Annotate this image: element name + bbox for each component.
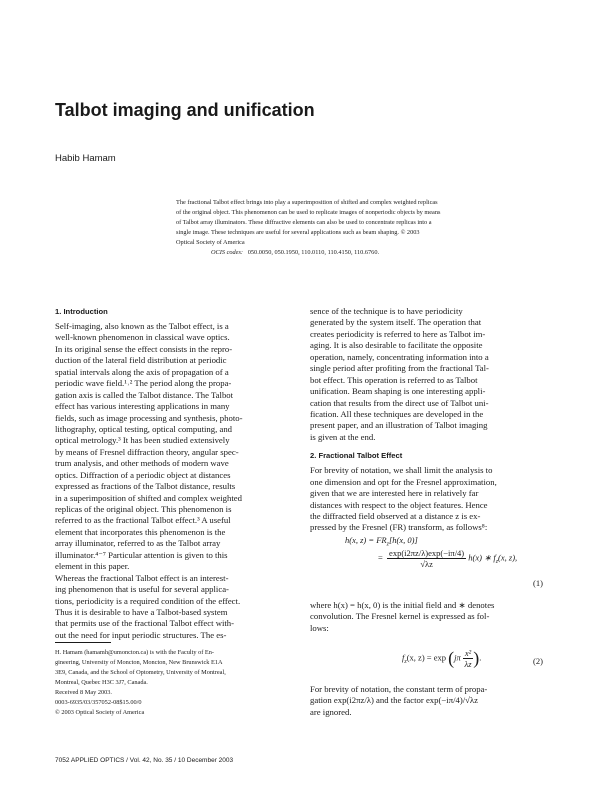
text-line: where h(x) = h(x, 0) is the initial field and ∗ denotes — [310, 600, 495, 610]
eq1-rhs-sub: z — [495, 559, 499, 566]
text-line: Montreal, Quebec H3C 3J7, Canada. — [55, 679, 148, 686]
text-line: In its original sense the effect consists in the repro- — [55, 343, 233, 354]
eq1-lhs: h(x, z) = FR — [345, 535, 387, 545]
text-line: given that we are interested here in relatively far — [310, 488, 479, 499]
text-line: element that incorporates this phenomenon is the — [55, 526, 226, 537]
text-line: referred to as the fractional Talbot effect.³ A useful — [55, 515, 231, 526]
section-heading-introduction: 1. Introduction — [55, 307, 108, 316]
text-line: in a superimposition of shifted and complex weighted — [55, 492, 242, 503]
text-line: spatial intervals along the axis of propagation of a — [55, 366, 229, 377]
text-line: replicas of the original object. This phenomenon is — [55, 504, 232, 514]
ocis-code-list: 050.0050, 050.1950, 110.0110, 110.4150, 110.6760. — [247, 249, 380, 256]
equation-1-line-2 — [378, 548, 517, 569]
text-line: distances with respect to the object features. Hence — [310, 499, 488, 510]
author-footnote — [55, 648, 300, 718]
eq1-denominator: √λz — [420, 559, 433, 569]
text-line: the diffracted field observed at a distance z is ex- — [310, 511, 481, 521]
text-line: H. Hamam (hamamh@umoncton.ca) is with the Faculty of En- — [55, 649, 214, 656]
text-line: Thus it is desirable to have a Talbot-based system — [55, 606, 228, 617]
eq1-numerator: exp(i2πz/λ)exp(−iπ/4) — [389, 548, 465, 558]
eq2-lhs: f — [402, 652, 405, 663]
eq1-equals: = — [378, 552, 383, 563]
text-line: are ignored. — [310, 706, 352, 717]
abstract-line: of Talbot array illuminators. These diffractive elements can also be used to concentrate replicas into a — [176, 219, 432, 226]
text-line: fication. All these techniques are developed in the — [310, 408, 484, 419]
text-line: operation, namely, concentrating information into a — [310, 351, 489, 362]
text-line: unification. Beam shaping is one interesting appli- — [310, 386, 486, 397]
ocis-label: OCIS codes: — [211, 249, 244, 256]
abstract-line: single image. These techniques are useful for several applications such as beam shaping. © 2003 — [176, 229, 420, 236]
text-line: fields, such as image processing and synthesis, photo- — [55, 412, 243, 423]
text-line: optical metrology.³ It has been studied extensively — [55, 435, 230, 446]
abstract — [176, 198, 552, 258]
footnote-rule — [55, 642, 111, 643]
text-line: present paper, and an illustration of Talbot imaging — [310, 420, 488, 431]
section-heading-fractional-talbot: 2. Fractional Talbot Effect — [310, 451, 403, 461]
text-line: generated by the system itself. The operation that — [310, 317, 482, 328]
eq1-fraction — [387, 548, 466, 569]
intro-paragraph-continued — [310, 306, 553, 443]
eq2-lhs-arg: (x, z) = exp — [406, 652, 446, 663]
text-line: pressed by the Fresnel (FR) transform, as follows⁸: — [310, 522, 488, 533]
text-line: by means of Fresnel diffraction theory, angular spec- — [55, 446, 239, 457]
eq2-denominator: λz — [464, 659, 472, 669]
text-line: ing phenomenon that is useful for several applica- — [55, 584, 229, 595]
text-line: periodic wave field.¹˒² The period along the propa- — [55, 378, 232, 389]
text-line: Received 8 May 2003. — [55, 689, 113, 696]
text-line: 0003-6935/03/357052-08$15.00/0 — [55, 699, 142, 706]
intro-paragraph-1 — [55, 321, 298, 573]
text-line: 3E9, Canada, and the School of Optometry, University of Montreal, — [55, 669, 226, 676]
text-line: trum analysis, and other methods of modern wave — [55, 458, 229, 469]
text-line: duction of the lateral field distribution at periodic — [55, 355, 227, 366]
eq1-rhs: h(x) ∗ f — [468, 552, 496, 563]
abstract-line: of the original object. This phenomenon can be used to replicate images of nonperiodic objects by means — [176, 209, 441, 216]
equation-1-line-1 — [345, 535, 418, 548]
eq2-numerator: x² — [464, 648, 472, 658]
abstract-line: The fractional Talbot effect brings into play a superimposition of shifted and complex weighted replicas — [176, 199, 438, 206]
eq1-arg: [h(x, 0)] — [388, 535, 418, 545]
eq2-fraction — [463, 648, 473, 669]
text-line: Self-imaging, also known as the Talbot effect, is a — [55, 321, 229, 331]
equation-2: $f_z(x$, z) = exp (jπ $\frac{\text{x²}}{\lambda z}$ ). — [402, 648, 482, 669]
intro-paragraph-2 — [55, 573, 298, 642]
text-line: array illuminator, referred to as the Talbot array — [55, 538, 221, 549]
eq1-rhs-arg: (x, z), — [498, 552, 518, 563]
section2-paragraph — [310, 465, 553, 534]
text-line: that permits use of the fractional Talbot effect with- — [55, 618, 235, 629]
text-line: gation axis is called the Talbot distance. The Talbot — [55, 389, 234, 400]
text-line: illuminator.⁴⁻⁷ Particular attention is given to this — [55, 549, 228, 560]
text-line: optics. Diffraction of a periodic object at distances — [55, 469, 231, 480]
text-line: Whereas the fractional Talbot effect is an interest- — [55, 572, 229, 583]
text-line: lows: — [310, 622, 329, 633]
equation-2-number: (2) — [533, 656, 543, 666]
after-eq2-paragraph — [310, 684, 553, 718]
text-line: sence of the technique is to have periodicity — [310, 306, 463, 316]
text-line: For brevity of notation, the constant term of propa- — [310, 684, 488, 694]
after-eq1-paragraph — [310, 600, 553, 634]
author-name: Habib Hamam — [55, 153, 116, 164]
eq2-inner: jπ — [454, 652, 461, 663]
text-line: one dimension and opt for the Fresnel approximation, — [310, 476, 497, 487]
text-line: aging. It is also desirable to facilitate the opposite — [310, 340, 483, 351]
text-line: © 2003 Optical Society of America — [55, 709, 145, 716]
text-line: effect has various interesting applications in many — [55, 401, 230, 412]
paper-title: Talbot imaging and unification — [55, 100, 315, 120]
equation-1-number: (1) — [533, 578, 543, 588]
text-line: element in this paper. — [55, 561, 130, 572]
text-line: creates periodicity is referred to here as Talbot im- — [310, 328, 486, 339]
text-line: single period after profiting from the fractional Tal- — [310, 363, 489, 374]
text-line: well-known phenomenon in classical wave optics. — [55, 332, 230, 343]
text-line: convolution. The Fresnel kernel is expressed as fol- — [310, 611, 490, 622]
text-line: out the need for input periodic structures. The es- — [55, 629, 227, 640]
text-line: For brevity of notation, we shall limit the analysis to — [310, 465, 493, 476]
abstract-line: Optical Society of America — [176, 239, 245, 246]
text-line: tions, periodicity is a required condition of the effect. — [55, 595, 241, 606]
eq2-suffix: . — [479, 652, 482, 663]
eq1-lhs-sub: z — [386, 541, 389, 548]
right-column — [310, 306, 553, 534]
text-line: lithography, optical testing, optical computing, and — [55, 423, 233, 434]
text-line: gineering, University of Moncton, Moncton, New Brunswick E1A — [55, 659, 223, 666]
text-line: expressed as fractions of the Talbot distance, results — [55, 481, 236, 492]
eq2-lhs-sub: z — [404, 659, 407, 666]
ocis-codes — [176, 248, 552, 258]
left-column — [55, 306, 298, 641]
text-line: bot effect. This operation is referred to as Talbot — [310, 374, 478, 385]
text-line: gation exp(i2πz/λ) and the factor exp(−iπ/4)/√λz — [310, 695, 478, 706]
text-line: is given at the end. — [310, 431, 376, 442]
text-line: cation that results from the direct use of Talbot uni- — [310, 397, 489, 408]
page-footer: 7052 APPLIED OPTICS / Vol. 42, No. 35 / 10 December 2003 — [55, 757, 234, 764]
